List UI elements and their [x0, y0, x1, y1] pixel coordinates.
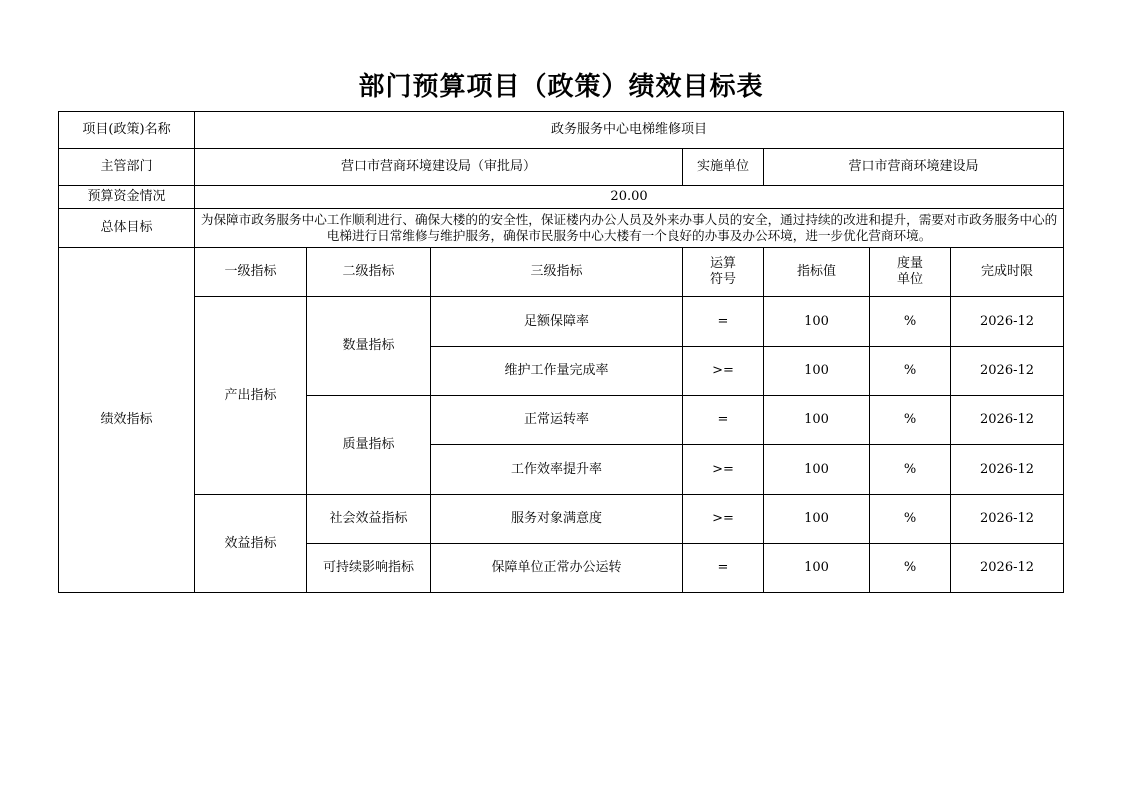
- value-cell: 100: [764, 495, 870, 544]
- level2-social: 社会效益指标: [307, 495, 431, 544]
- header-deadline: 完成时限: [951, 248, 1064, 297]
- impl-label: 实施单位: [683, 149, 764, 186]
- deadline-cell: 2026-12: [951, 544, 1064, 593]
- goal-label: 总体目标: [59, 209, 195, 248]
- value-cell: 100: [764, 445, 870, 495]
- header-value: 指标值: [764, 248, 870, 297]
- dept-label: 主管部门: [59, 149, 195, 186]
- level2-quantity: 数量指标: [307, 297, 431, 396]
- perf-label: 绩效指标: [59, 248, 195, 593]
- page-title: 部门预算项目（政策）绩效目标表: [358, 72, 764, 102]
- header-operator-line1: 运算: [709, 256, 736, 271]
- deadline-cell: 2026-12: [951, 297, 1064, 347]
- unit-cell: %: [870, 445, 951, 495]
- unit-cell: %: [870, 347, 951, 396]
- unit-cell: %: [870, 297, 951, 347]
- header-operator-line2: 符号: [709, 272, 736, 287]
- department-row: [59, 149, 1064, 186]
- unit-cell: %: [870, 544, 951, 593]
- project-name-label: 项目(政策)名称: [59, 112, 195, 149]
- table-row: [59, 297, 1064, 347]
- header-unit-line2: 单位: [896, 272, 923, 287]
- header-level2: 二级指标: [307, 248, 431, 297]
- operator-cell: >=: [683, 347, 764, 396]
- level2-sustainable: 可持续影响指标: [307, 544, 431, 593]
- unit-cell: %: [870, 495, 951, 544]
- operator-cell: =: [683, 396, 764, 445]
- level3-cell: 工作效率提升率: [431, 445, 683, 495]
- value-cell: 100: [764, 544, 870, 593]
- level3-cell: 维护工作量完成率: [431, 347, 683, 396]
- indicator-header-row: [59, 248, 1064, 297]
- budget-row: [59, 186, 1064, 209]
- goal-row: [59, 209, 1064, 248]
- value-cell: 100: [764, 396, 870, 445]
- operator-cell: >=: [683, 495, 764, 544]
- header-level3: 三级指标: [431, 248, 683, 297]
- value-cell: 100: [764, 297, 870, 347]
- header-level1: 一级指标: [195, 248, 307, 297]
- deadline-cell: 2026-12: [951, 495, 1064, 544]
- value-cell: 100: [764, 347, 870, 396]
- budget-label: 预算资金情况: [59, 186, 195, 209]
- project-name-value: 政务服务中心电梯维修项目: [195, 112, 1064, 149]
- header-unit: [870, 248, 951, 297]
- level1-benefit: 效益指标: [195, 495, 307, 593]
- budget-value: 20.00: [195, 186, 1064, 209]
- table-row: [59, 495, 1064, 544]
- header-operator: [683, 248, 764, 297]
- level1-output: 产出指标: [195, 297, 307, 495]
- operator-cell: =: [683, 544, 764, 593]
- header-unit-line1: 度量: [896, 256, 923, 271]
- level3-cell: 保障单位正常办公运转: [431, 544, 683, 593]
- impl-value: 营口市营商环境建设局: [764, 149, 1064, 186]
- dept-value: 营口市营商环境建设局（审批局）: [195, 149, 683, 186]
- goal-text: 为保障市政务服务中心工作顺利进行、确保大楼的的安全性，保证楼内办公人员及外来办事人员的安全，通过持续的改进和提升，需要对市政务服务中心的电梯进行日常维修与维护服务，确保市民服务中心大楼有一个良好的办事及办公环境，进一步优化营商环境。: [195, 209, 1064, 248]
- level3-cell: 正常运转率: [431, 396, 683, 445]
- level2-quality: 质量指标: [307, 396, 431, 495]
- operator-cell: =: [683, 297, 764, 347]
- unit-cell: %: [870, 396, 951, 445]
- performance-goal-table: [58, 111, 1064, 593]
- level3-cell: 足额保障率: [431, 297, 683, 347]
- operator-cell: >=: [683, 445, 764, 495]
- project-name-row: [59, 112, 1064, 149]
- deadline-cell: 2026-12: [951, 347, 1064, 396]
- deadline-cell: 2026-12: [951, 396, 1064, 445]
- level3-cell: 服务对象满意度: [431, 495, 683, 544]
- deadline-cell: 2026-12: [951, 445, 1064, 495]
